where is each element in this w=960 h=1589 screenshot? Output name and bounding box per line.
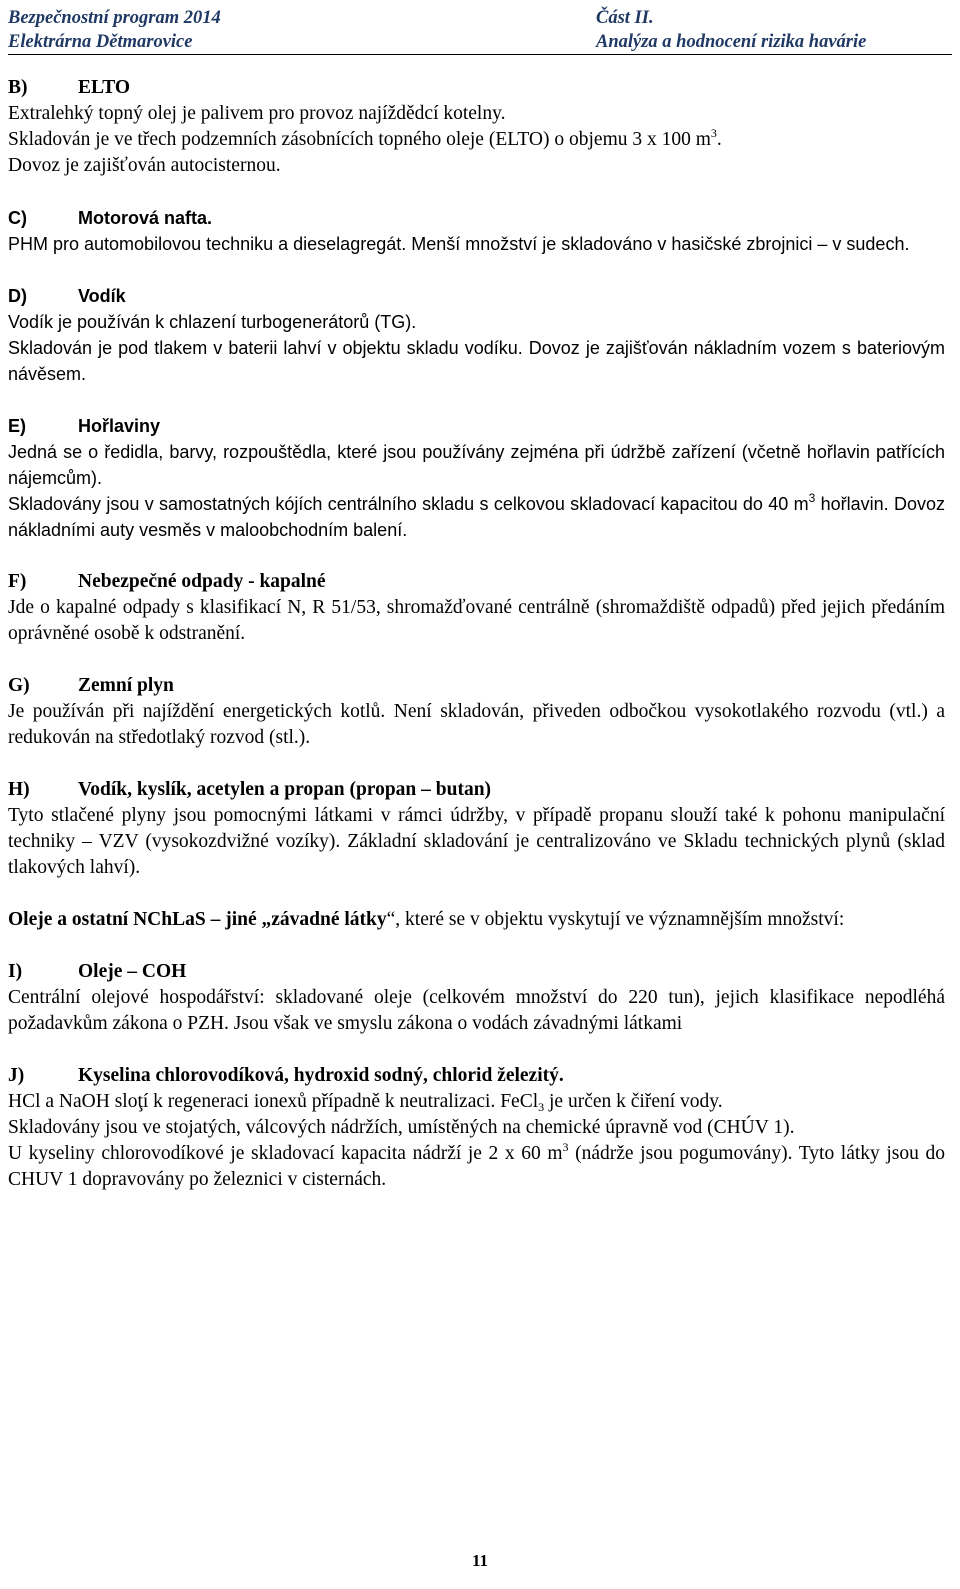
section-j	[8, 1063, 945, 1193]
section-title: Vodík	[78, 286, 126, 306]
section-label: J)	[8, 1065, 25, 1086]
intro-text: “, které se v objektu vyskytují ve významnějším množství:	[386, 909, 845, 930]
section-e	[8, 413, 945, 543]
paragraph: Jedná se o ředidla, barvy, rozpouštědla, které jsou používány zejména při údržbě zařízení (včetně hořlavin patřících nájemcům).	[8, 442, 945, 488]
superscript: 3	[710, 126, 717, 140]
section-i	[8, 959, 945, 1037]
section-heading	[8, 413, 945, 439]
section-heading	[8, 283, 945, 309]
paragraph: PHM pro automobilovou techniku a dieselagregát. Menší množství je skladováno v hasičské zbrojnici – v sudech.	[8, 234, 910, 254]
text: Skladován je ve třech podzemních zásobnících topného oleje (ELTO) o objemu 3 x 100 m	[8, 129, 711, 150]
section-title: Hořlaviny	[78, 416, 161, 436]
paragraph: Je používán při najíždění energetických kotlů. Není skladován, přiveden odbočkou vysokotlakého rozvodu (vtl.) a redukován na středotlaký rozvod (stl.).	[8, 701, 945, 748]
section-b	[8, 75, 945, 179]
page-header	[8, 4, 952, 55]
paragraph: Vodík je používán k chlazení turbogenerátorů (TG).	[8, 312, 417, 332]
text: Skladovány jsou v samostatných kójích centrálního skladu s celkovou skladovací kapacitou do 40 m	[8, 494, 809, 514]
section-heading	[8, 569, 945, 595]
text: .	[716, 129, 722, 150]
superscript: 3	[808, 491, 816, 505]
section-label: I)	[8, 961, 23, 982]
text: (nádrže jsou pogumovány). Tyto látky jsou do CHUV 1 dopravovány po železnici v cisternách.	[8, 1143, 945, 1190]
paragraph	[8, 1089, 945, 1115]
superscript: 3	[562, 1140, 569, 1154]
section-title: Zemní plyn	[78, 675, 174, 696]
paragraph: Tyto stlačené plyny jsou pomocnými látkami v rámci údržby, v případě propanu slouží také k pohonu manipulační techniky – VZV (vysokozdvižné vozíky). Základní skladování je centralizováno ve Skladu technických plynů (sklad tlakových lahví).	[8, 805, 945, 878]
subscript: 3	[538, 1100, 545, 1114]
section-label: E)	[8, 416, 26, 436]
section-heading	[8, 205, 945, 231]
section-label: F)	[8, 571, 27, 592]
text: je určen k čiření vody.	[544, 1091, 723, 1112]
paragraph: Skladovány jsou ve stojatých, válcových nádržích, umístěných na chemické úpravně vod (CHÚV 1).	[8, 1117, 795, 1138]
paragraph	[8, 127, 945, 153]
section-heading	[8, 75, 945, 101]
paragraph	[8, 907, 945, 933]
section-title: Kyselina chlorovodíková, hydroxid sodný, chlorid železitý.	[78, 1065, 564, 1086]
section-label: C)	[8, 208, 27, 228]
header-part-title: Analýza a hodnocení rizika havárie	[596, 32, 867, 52]
paragraph: Jde o kapalné odpady s klasifikací N, R 51/53, shromažďované centrálně (shromaždiště odpadů) před jejich předáním oprávněné osobě k odstranění.	[8, 597, 945, 644]
paragraph	[8, 491, 945, 543]
section-heading	[8, 673, 945, 699]
section-c	[8, 205, 945, 257]
section-label: B)	[8, 77, 28, 98]
section-d	[8, 283, 945, 387]
section-f	[8, 569, 945, 647]
section-title: Vodík, kyslík, acetylen a propan (propan – butan)	[78, 779, 492, 800]
document-body	[8, 75, 945, 1219]
paragraph: Extralehký topný olej je palivem pro provoz najíždědcí kotelny.	[8, 103, 506, 124]
section-title: Oleje – COH	[78, 961, 187, 982]
paragraph: Centrální olejové hospodářství: skladované oleje (celkovém množství do 220 tun), jejich klasifikace nepodléhá požadavkům zákona o PZH. Jsou však ve smyslu zákona o vodách závadnými látkami	[8, 987, 945, 1034]
paragraph: Dovoz je zajišťován autocisternou.	[8, 155, 281, 176]
section-heading	[8, 777, 945, 803]
section-h	[8, 777, 945, 881]
intro-bold: Oleje a ostatní NChLaS – jiné „závadné látky	[8, 909, 387, 930]
section-g	[8, 673, 945, 751]
header-part: Část II.	[596, 8, 654, 28]
section-title: Motorová nafta.	[78, 208, 213, 228]
section-title: ELTO	[78, 77, 131, 98]
section-heading	[8, 1063, 945, 1089]
header-right	[596, 6, 866, 54]
header-left	[8, 6, 221, 54]
section-label: H)	[8, 779, 30, 800]
header-program-title: Bezpečnostní program 2014	[8, 8, 221, 28]
section-title: Nebezpečné odpady - kapalné	[78, 571, 326, 592]
section-label: G)	[8, 675, 30, 696]
paragraph	[8, 1141, 945, 1193]
section-intro	[8, 907, 945, 933]
text: U kyseliny chlorovodíkové je skladovací kapacita nádrží je 2 x 60 m	[8, 1143, 563, 1164]
text: hořlavin. Dovoz nákladními auty vesměs v maloobchodním balení.	[8, 494, 945, 540]
paragraph: Skladován je pod tlakem v baterii lahví v objektu skladu vodíku. Dovoz je zajišťován nákladním vozem s bateriovým návěsem.	[8, 338, 945, 384]
section-heading	[8, 959, 945, 985]
page-number: 11	[471, 1551, 489, 1570]
text: HCl a NaOH sloţí k regeneraci ionexů případně k neutralizaci. FeCl	[8, 1091, 539, 1112]
section-label: D)	[8, 286, 27, 306]
header-plant-name: Elektrárna Dětmarovice	[8, 32, 193, 52]
